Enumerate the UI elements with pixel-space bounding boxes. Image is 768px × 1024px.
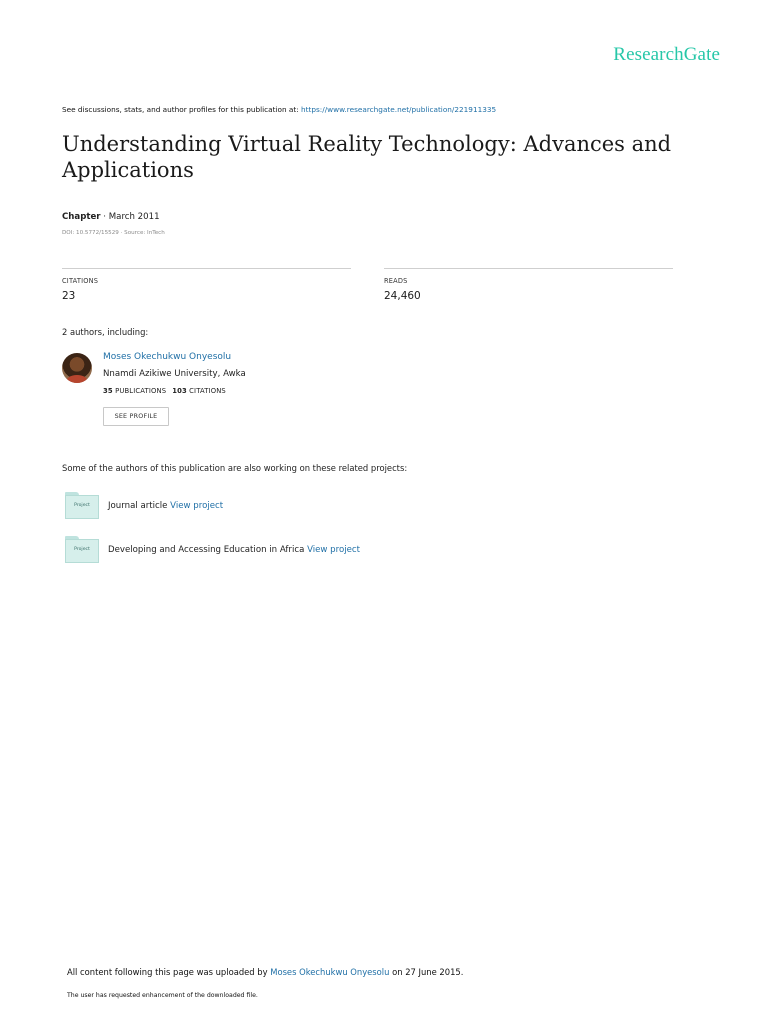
project-icon-label: Project [74, 547, 90, 552]
citations-divider [62, 268, 351, 269]
publication-url-link[interactable]: https://www.researchgate.net/publication/221911335 [301, 105, 497, 114]
upload-notice-date: on 27 June 2015. [389, 967, 464, 977]
uploader-link[interactable]: Moses Okechukwu Onyesolu [270, 967, 390, 977]
project-folder-icon[interactable] [65, 536, 99, 563]
author-name-link[interactable]: Moses Okechukwu Onyesolu [103, 352, 232, 362]
see-profile-button[interactable]: SEE PROFILE [103, 407, 169, 426]
author-citations-label: CITATIONS [186, 387, 226, 395]
project-title: Journal article [108, 501, 171, 511]
citations-label: CITATIONS [62, 277, 99, 285]
enhancement-note: The user has requested enhancement of the downloaded file. [67, 992, 258, 999]
author-stats [103, 387, 226, 395]
publication-doi-source: DOI: 10.5772/15529 · Source: InTech [62, 230, 165, 236]
project-title: Developing and Accessing Education in Africa [108, 545, 308, 555]
author-publications-label: PUBLICATIONS [112, 387, 167, 395]
publication-type-date [62, 212, 160, 222]
citations-value: 23 [62, 290, 76, 302]
publication-title: Understanding Virtual Reality Technology: Advances and Applications [62, 132, 672, 182]
researchgate-logo[interactable]: ResearchGate [613, 44, 720, 65]
authors-heading: 2 authors, including: [62, 327, 149, 337]
view-project-link[interactable]: View project [170, 501, 224, 511]
project-item [108, 501, 223, 511]
profile-notice-text: See discussions, stats, and author profiles for this publication at: [62, 105, 302, 114]
reads-value: 24,460 [384, 290, 421, 302]
author-citations-count: 103 [172, 387, 187, 395]
related-projects-heading: Some of the authors of this publication are also working on these related projects: [62, 463, 408, 473]
reads-label: READS [384, 277, 408, 285]
author-publications-count: 35 [103, 387, 113, 395]
project-folder-icon[interactable] [65, 492, 99, 519]
author-avatar[interactable] [62, 353, 92, 383]
project-item [108, 545, 360, 555]
reads-divider [384, 268, 673, 269]
author-institution: Nnamdi Azikiwe University, Awka [103, 369, 246, 379]
upload-notice [67, 967, 463, 977]
profile-notice [62, 105, 496, 114]
view-project-link[interactable]: View project [307, 545, 361, 555]
publication-type: Chapter [62, 212, 101, 222]
upload-notice-prefix: All content following this page was uploaded by [67, 967, 271, 977]
project-icon-label: Project [74, 503, 90, 508]
publication-date: · March 2011 [100, 212, 160, 222]
